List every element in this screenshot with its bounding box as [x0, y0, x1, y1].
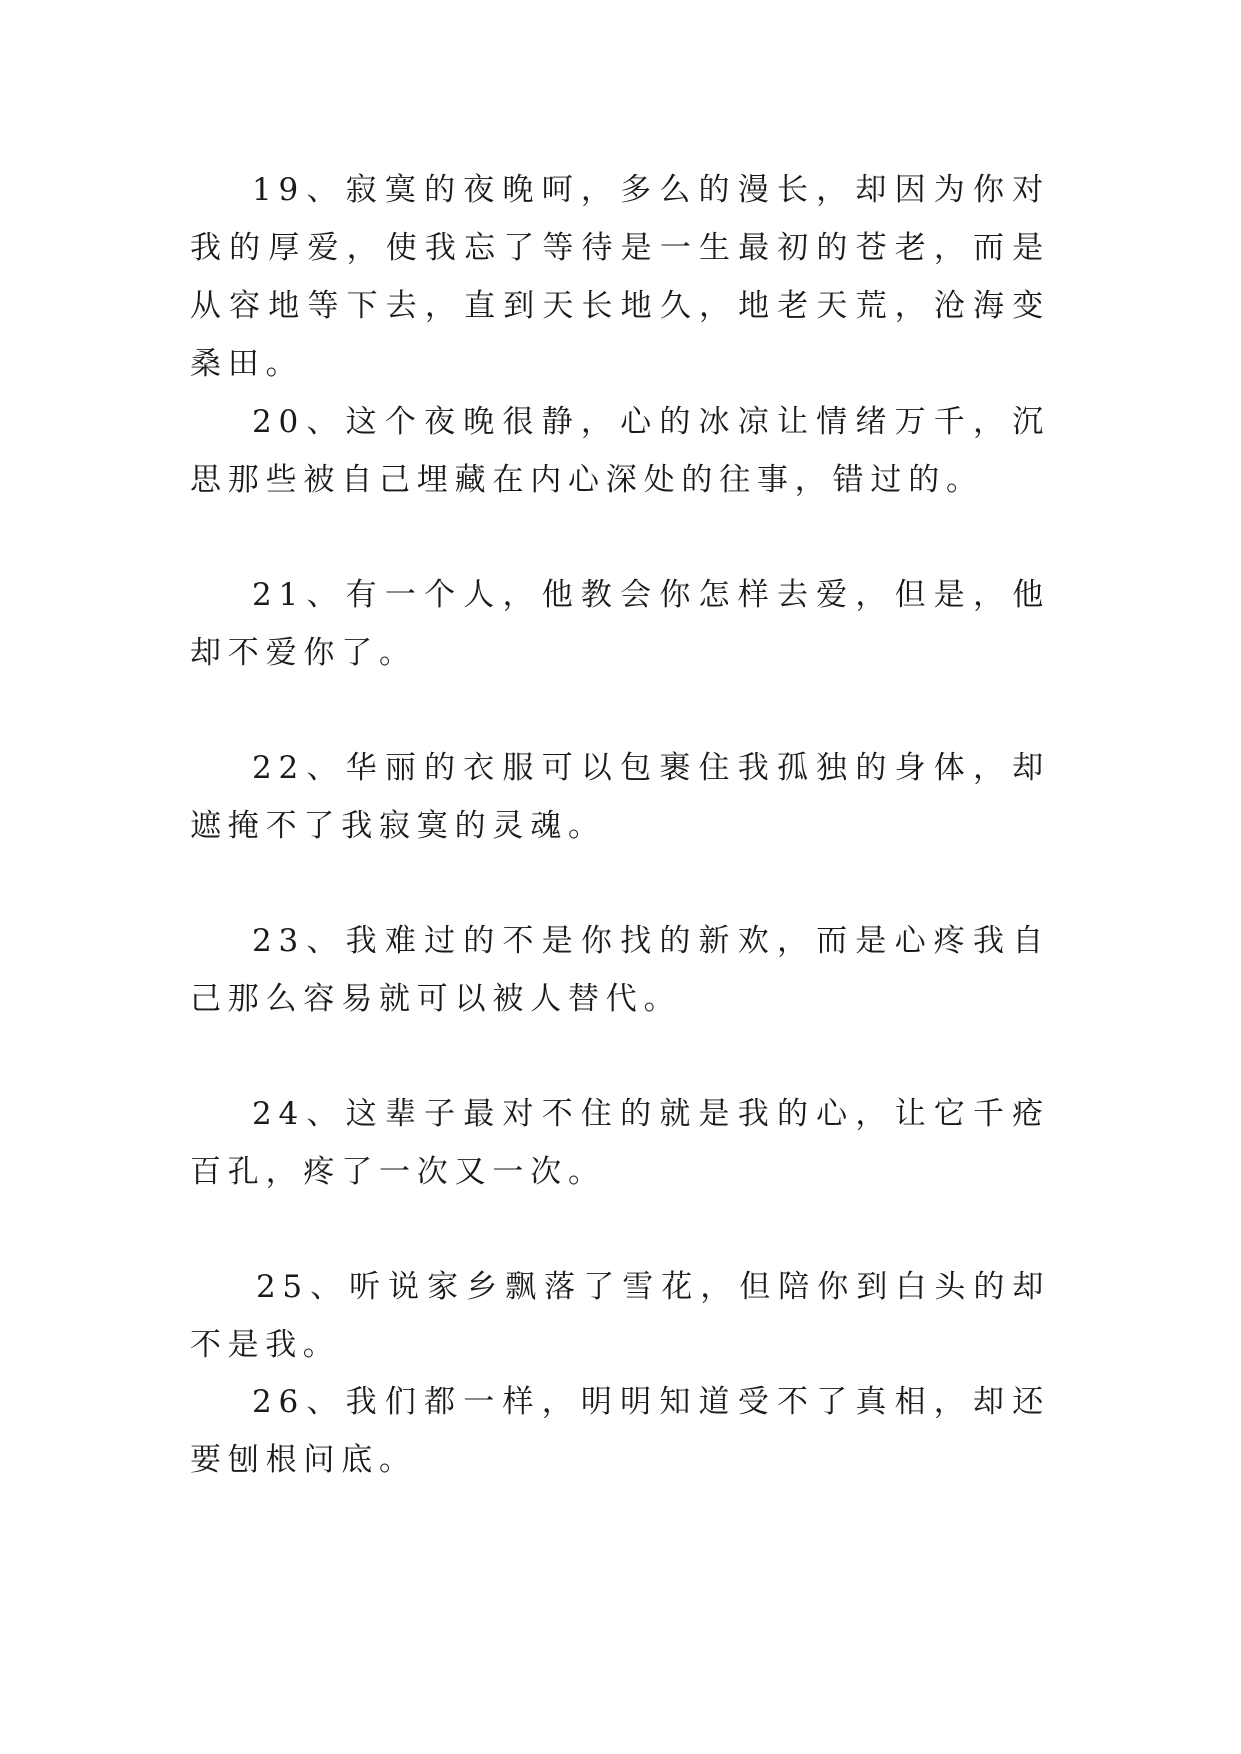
- paragraph-25: 25、听说家乡飘落了雪花，但陪你到白头的却不是我。: [190, 1269, 1050, 1363]
- paragraph-26: 26、我们都一样，明明知道受不了真相，却还要刨根问底。: [190, 1384, 1050, 1478]
- paragraph-24: 24、这辈子最对不住的就是我的心，让它千疮百孔，疼了一次又一次。: [190, 1096, 1050, 1190]
- paragraph-19: 19、寂寞的夜晚呵，多么的漫长，却因为你对我的厚爱，使我忘了等待是一生最初的苍老，而是从容地等下去，直到天长地久，地老天荒，沧海变桑田。: [190, 172, 1050, 382]
- paragraph-23: 23、我难过的不是你找的新欢，而是心疼我自己那么容易就可以被人替代。: [190, 923, 1050, 1017]
- paragraph-21: 21、有一个人，他教会你怎样去爱，但是，他却不爱你了。: [190, 577, 1050, 671]
- paragraph-22: 22、华丽的衣服可以包裹住我孤独的身体，却遮掩不了我寂寞的灵魂。: [190, 750, 1050, 844]
- paragraph-20: 20、这个夜晚很静，心的冰凉让情绪万千，沉思那些被自己埋藏在内心深处的往事，错过的。: [190, 404, 1050, 498]
